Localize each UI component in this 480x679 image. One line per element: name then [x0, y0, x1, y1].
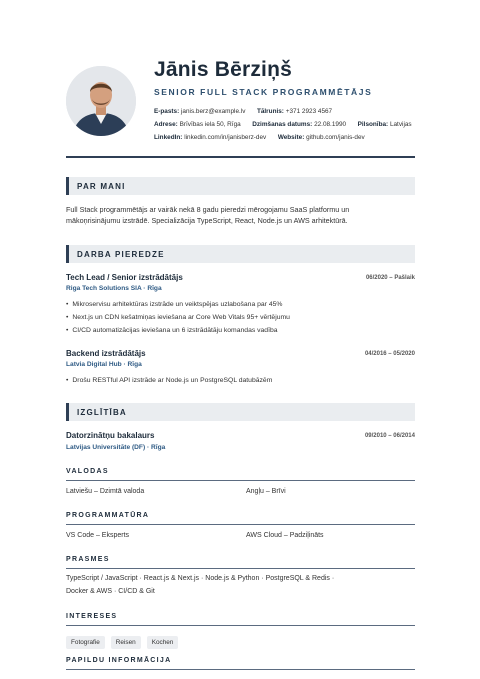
contact-line-1	[154, 108, 332, 115]
education-date: 09/2010 – 06/2014	[364, 433, 415, 439]
section-title: DARBA PIEREDZE	[77, 250, 165, 259]
job-2-date: 04/2016 – 05/2020	[364, 351, 415, 357]
interests-divider	[66, 625, 415, 626]
section-header-education	[66, 403, 415, 421]
language-item: Angļu – Brīvi	[246, 488, 286, 495]
skills-line: TypeScript / JavaScript · React.js & Next.js · Node.js & Python · PostgreSQL & Redis ·	[66, 575, 335, 582]
contact-line-3	[154, 134, 365, 141]
software-item: AWS Cloud – Padziļināts	[246, 532, 324, 539]
skills-divider	[66, 568, 415, 569]
section-title: PAR MANI	[77, 182, 126, 191]
job-1-company: Riga Tech Solutions SIA · Rīga	[66, 285, 162, 292]
job-1-bullet: • CI/CD automatizācijas ieviešana un 6 izstrādātāju komandas vadība	[66, 327, 278, 334]
cv-header	[0, 0, 480, 158]
interest-tag: Fotografie	[66, 636, 105, 649]
email-value[interactable]: janis.berz@example.lv	[181, 108, 246, 115]
software-item: VS Code – Eksperts	[66, 532, 130, 539]
avatar	[66, 66, 136, 136]
linkedin-label: LinkedIn:	[154, 134, 183, 141]
dob-value: 22.08.1990	[314, 121, 347, 128]
interest-tag: Reisen	[111, 636, 141, 649]
education-school: Latvijas Universitāte (DF) · Rīga	[66, 444, 166, 451]
phone-value: +371 2923 4567	[285, 108, 333, 115]
about-line: mākoņrisinājumu izstrādē. Specializācija TypeScript, React, Node.js un AWS arhitektūrā.	[66, 216, 348, 225]
website-link[interactable]: github.com/janis-dev	[306, 134, 365, 141]
job-2-company: Latvia Digital Hub · Rīga	[66, 361, 142, 368]
additional-heading: PAPILDU INFORMĀCIJA	[66, 657, 172, 664]
section-title: IZGLĪTĪBA	[77, 408, 127, 417]
skills-line: Docker & AWS · CI/CD & Git	[66, 588, 155, 595]
email-label: E-pasts:	[154, 108, 180, 115]
job-2-title: Backend izstrādātājs	[66, 349, 146, 358]
skills-heading: PRASMES	[66, 556, 110, 563]
additional-divider	[66, 669, 415, 670]
header-divider	[66, 156, 415, 158]
job-2-bullet: • Drošu RESTful API izstrāde ar Node.js un PostgreSQL datubāzēm	[66, 377, 272, 384]
candidate-name: Jānis Bērziņš	[154, 58, 292, 81]
language-item: Latviešu – Dzimtā valoda	[66, 488, 145, 495]
contact-line-2	[154, 121, 412, 128]
degree-title: Datorzinātņu bakalaurs	[66, 431, 155, 440]
dob-label: Dzimšanas datums:	[252, 121, 313, 128]
about-line: Full Stack programmētājs ar vairāk nekā 8 gadu pieredzi mērogojamu SaaS platformu un	[66, 205, 350, 214]
linkedin-link[interactable]: linkedin.com/in/janisberz-dev	[184, 134, 267, 141]
section-header-about	[66, 177, 415, 195]
address-label: Adrese:	[154, 121, 178, 128]
job-1-date: 06/2020 – Pašlaik	[365, 275, 415, 281]
job-1-title: Tech Lead / Senior izstrādātājs	[66, 273, 183, 282]
job-title-headline: SENIOR FULL STACK PROGRAMMĒTĀJS	[154, 87, 373, 97]
phone-label: Tālrunis:	[256, 108, 284, 115]
website-label: Website:	[277, 134, 305, 141]
citizenship-label: Pilsonība:	[357, 121, 389, 128]
languages-divider	[66, 480, 415, 481]
address-value: Brīvības iela 50, Rīga	[179, 121, 241, 128]
citizenship-value: Latvijas	[389, 121, 412, 128]
section-header-experience	[66, 245, 415, 263]
about-text	[66, 204, 415, 226]
software-heading: PROGRAMMATŪRA	[66, 512, 150, 519]
job-1-bullet: • Next.js un CDN kešatmiņas ieviešana ar Core Web Vitals 95+ vērtējumu	[66, 314, 290, 321]
languages-heading: VALODAS	[66, 468, 109, 475]
software-divider	[66, 524, 415, 525]
interest-tag: Kochen	[147, 636, 179, 649]
job-1-bullet: • Mikroservisu arhitektūras izstrāde un veiktspējas uzlabošana par 45%	[66, 301, 282, 308]
interest-tags	[66, 631, 184, 649]
interests-heading: INTERESES	[66, 613, 118, 620]
